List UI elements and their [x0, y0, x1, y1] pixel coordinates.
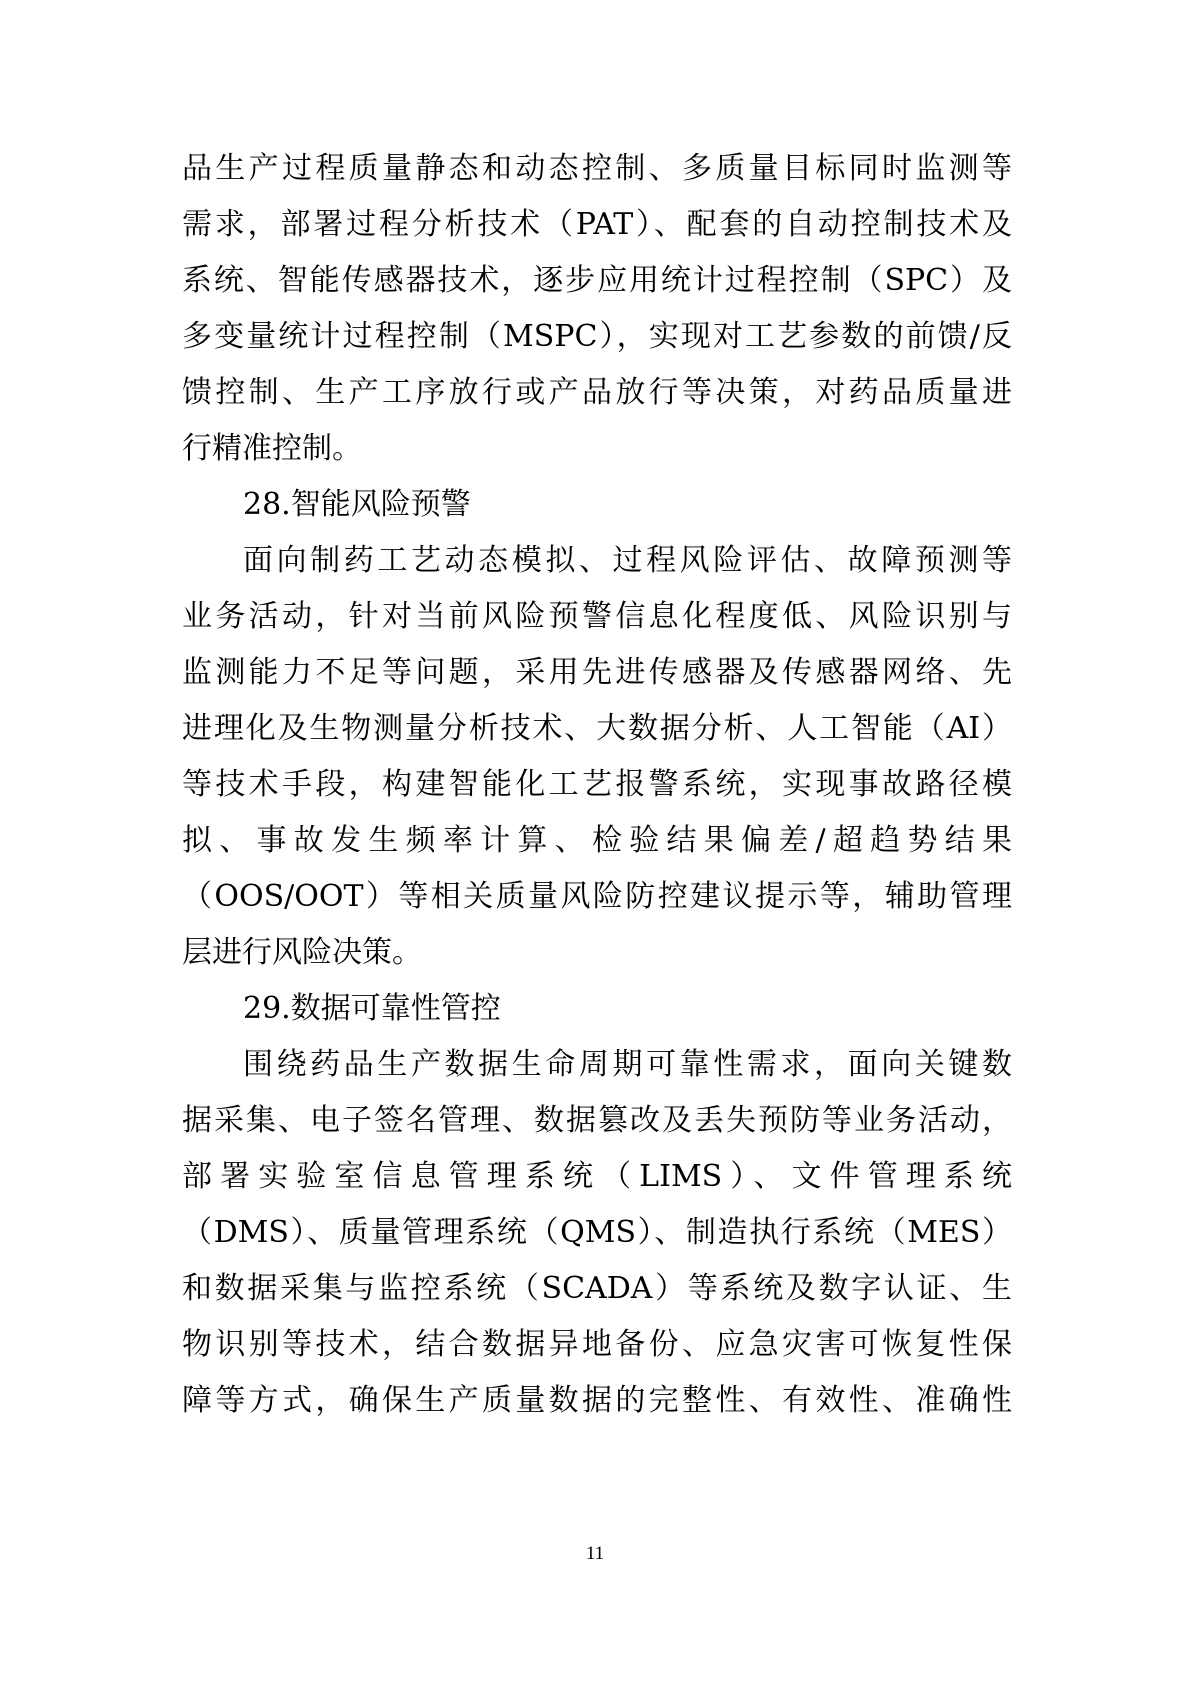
section-heading-28: 28.智能风险预警 — [243, 487, 471, 522]
body-text-line: 部署实验室信息管理系统（LIMS）、文件管理系统 — [182, 1159, 1012, 1194]
body-text-line: 进理化及生物测量分析技术、大数据分析、人工智能（AI） — [182, 711, 1012, 746]
body-text-line: 监测能力不足等问题，采用先进传感器及传感器网络、先 — [182, 655, 1012, 690]
page-number: 11 — [585, 1543, 605, 1564]
body-text-line: 系统、智能传感器技术，逐步应用统计过程控制（SPC）及 — [182, 263, 1012, 298]
body-text-line: 等技术手段，构建智能化工艺报警系统，实现事故路径模 — [182, 767, 1012, 802]
body-text-line: 障等方式，确保生产质量数据的完整性、有效性、准确性 — [182, 1383, 1012, 1418]
paragraph-first-line: 面向制药工艺动态模拟、过程风险评估、故障预测等 — [243, 543, 1012, 578]
body-text-line: （DMS）、质量管理系统（QMS）、制造执行系统（MES） — [182, 1215, 1012, 1250]
section-heading-29: 29.数据可靠性管控 — [243, 991, 501, 1026]
body-text-line: 物识别等技术，结合数据异地备份、应急灾害可恢复性保 — [182, 1327, 1012, 1362]
paragraph-first-line: 围绕药品生产数据生命周期可靠性需求，面向关键数 — [243, 1047, 1012, 1082]
body-text-line: 品生产过程质量静态和动态控制、多质量目标同时监测等 — [182, 151, 1012, 186]
body-text-line: 据采集、电子签名管理、数据篡改及丢失预防等业务活动， — [182, 1103, 1012, 1138]
body-text-line: 多变量统计过程控制（MSPC），实现对工艺参数的前馈/反 — [182, 319, 1012, 354]
body-text-line: 和数据采集与监控系统（SCADA）等系统及数字认证、生 — [182, 1271, 1012, 1306]
body-text-line: （OOS/OOT）等相关质量风险防控建议提示等，辅助管理 — [182, 879, 1012, 914]
body-text-line: 馈控制、生产工序放行或产品放行等决策，对药品质量进 — [182, 375, 1012, 410]
body-text-line: 业务活动，针对当前风险预警信息化程度低、风险识别与 — [182, 599, 1012, 634]
body-text-line: 行精准控制。 — [182, 431, 362, 466]
body-text-line: 拟、事故发生频率计算、检验结果偏差/超趋势结果 — [182, 823, 1012, 858]
body-text-line: 需求，部署过程分析技术（PAT）、配套的自动控制技术及 — [182, 207, 1012, 242]
body-text-line: 层进行风险决策。 — [182, 935, 422, 970]
